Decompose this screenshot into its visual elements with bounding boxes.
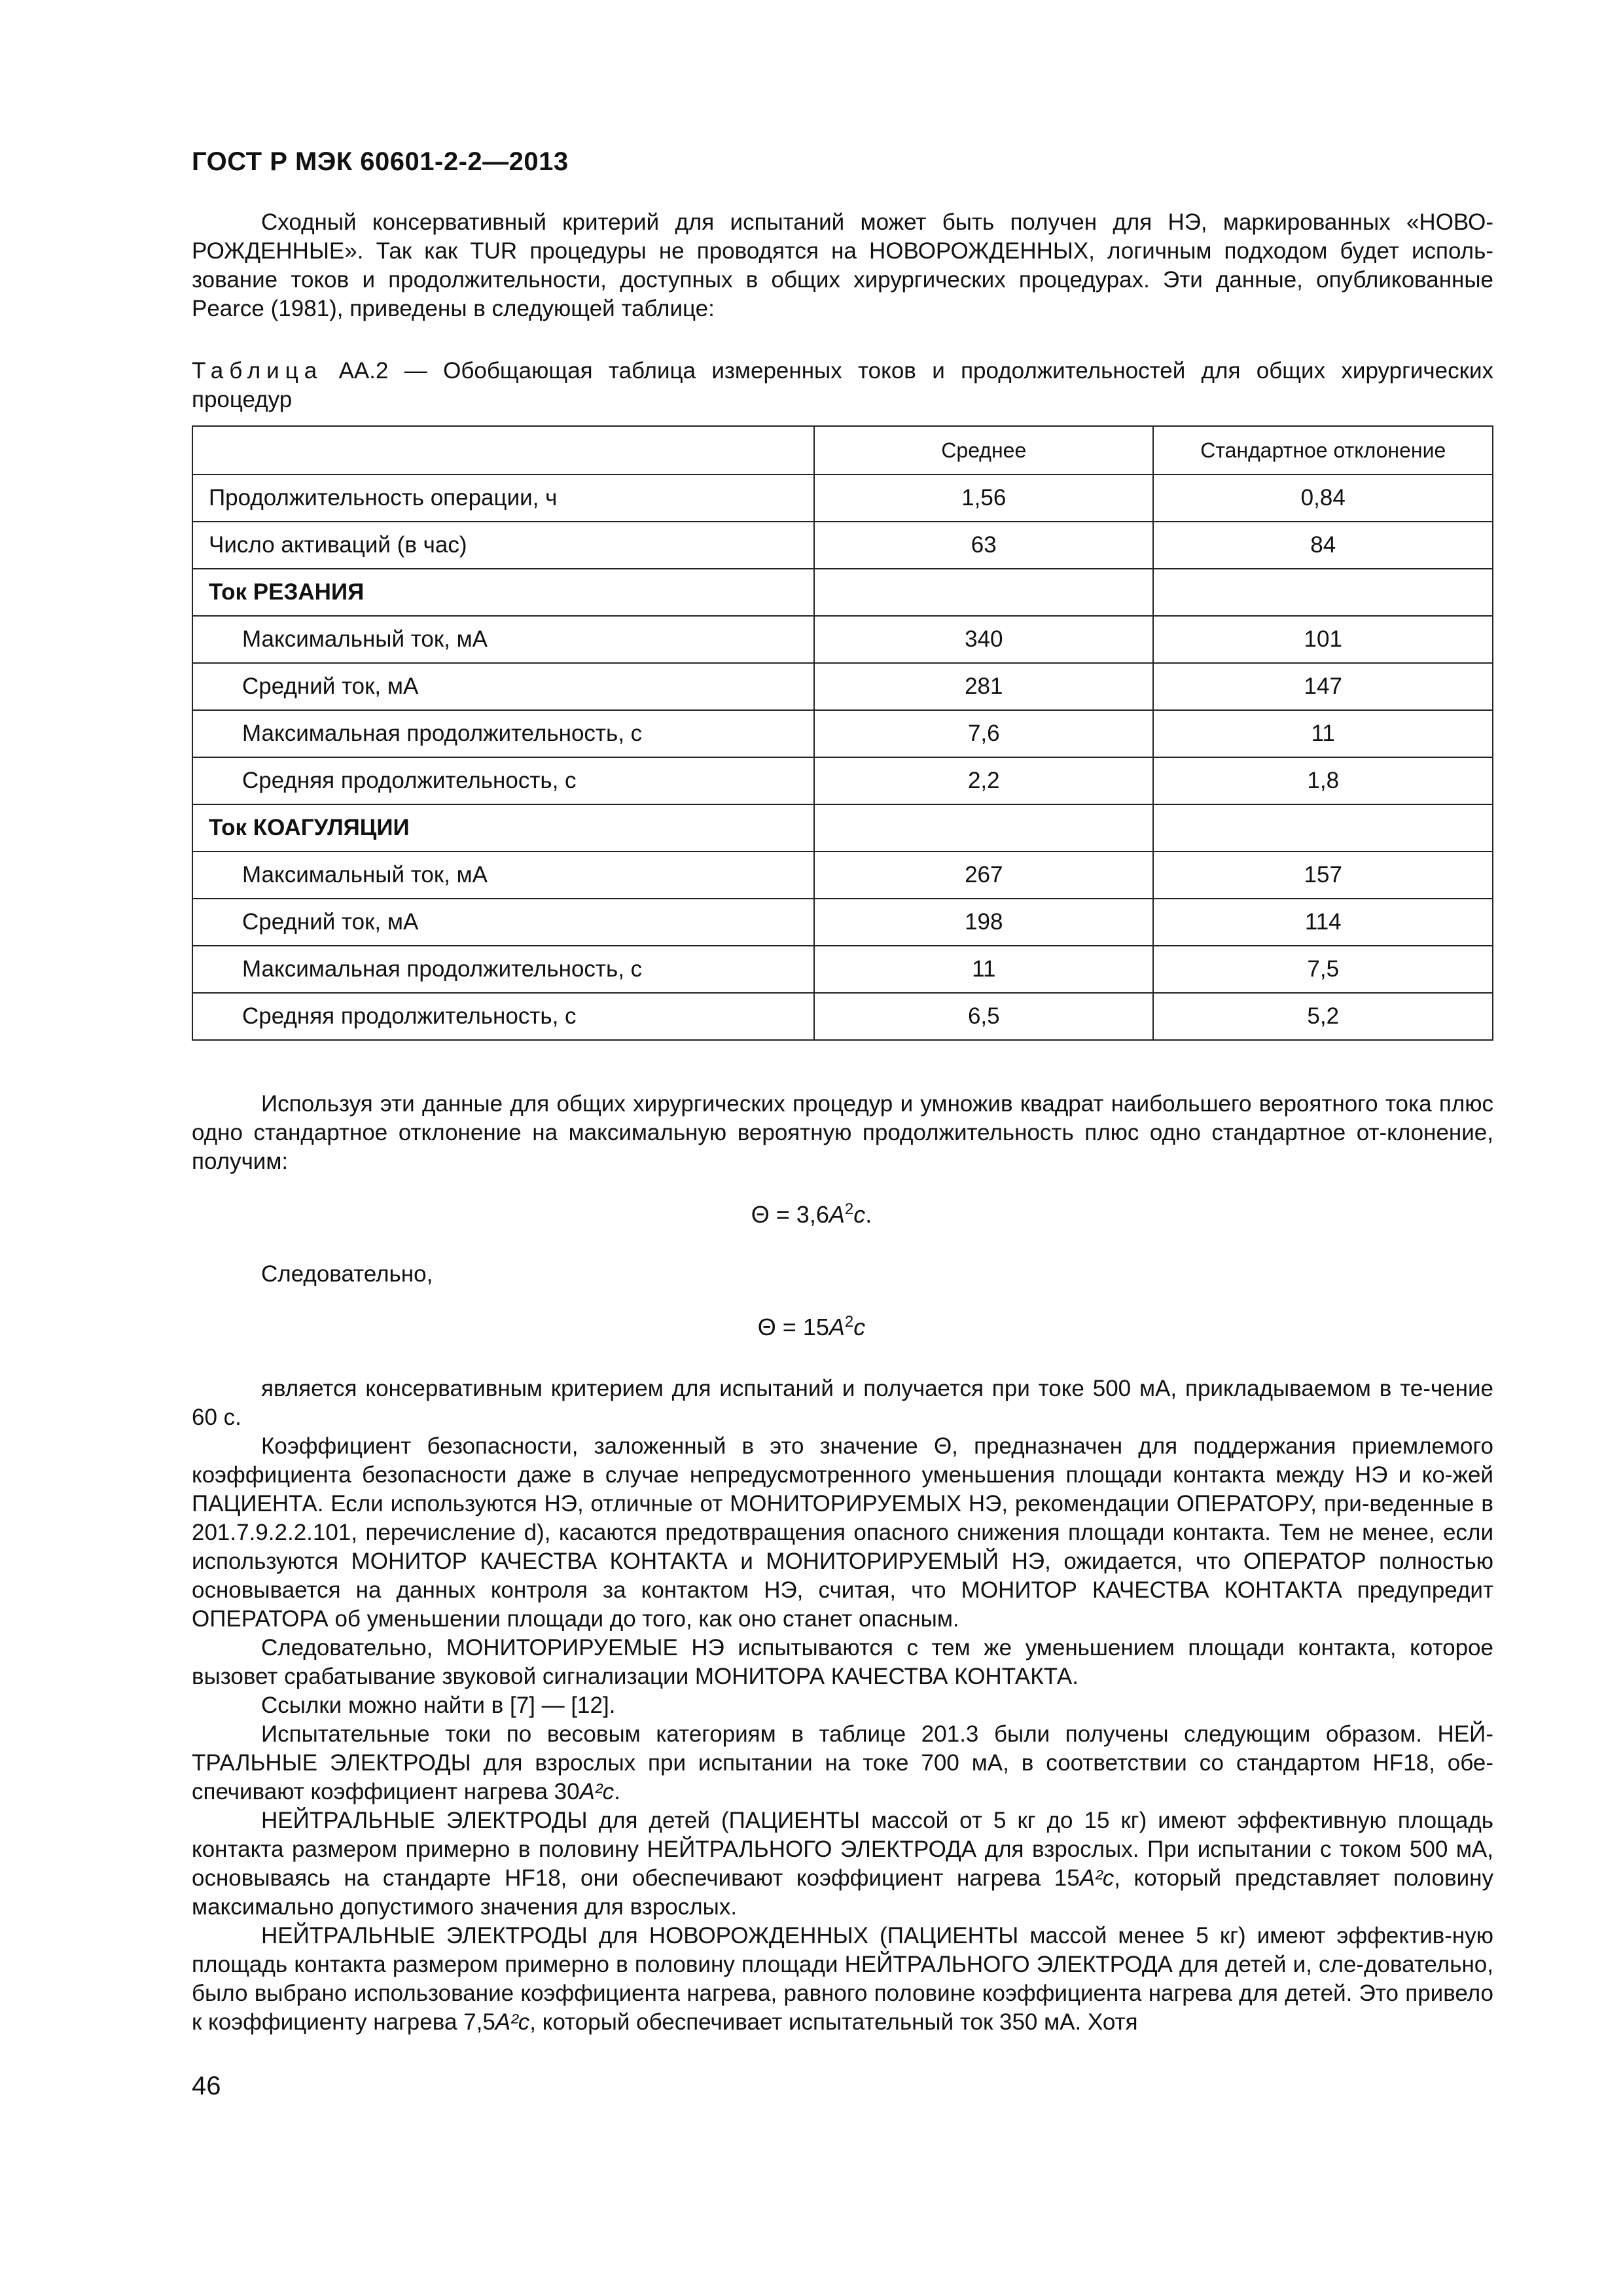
row-mean: 63 (814, 522, 1153, 569)
test-currents-paragraph (192, 1720, 1493, 1806)
table-header-empty (192, 426, 814, 475)
children-electrodes-text: НЕЙТРАЛЬНЫЕ ЭЛЕКТРОДЫ для детей (ПАЦИЕНТЫ массой от 5 кг до 15 кг) имеют эффективную площадь контакта размером примерно в половину НЕЙТРАЛЬНОГО ЭЛЕКТРОДА для взрослых. При испытании с током 500 мА, основываясь на стандарте HF18, они обеспечивают коэффициент нагрева 15 (192, 1808, 1493, 1891)
safety-factor-paragraph: Коэффициент безопасности, заложенный в это значение Θ, предназначен для поддержания приемлемого коэффициента безопасности даже в случае непредусмотренного уменьшения площади контакта между НЭ и ко-жей ПАЦИЕНТА. Если используются НЭ, отличные от МОНИТОРИРУЕМЫХ НЭ, рекомендации ОПЕРАТОРУ, при-веденные в 201.7.9.2.2.101, перечисление d), касаются предотвращения опасного снижения площади контакта. Тем не менее, если используются МОНИТОР КАЧЕСТВА КОНТАКТА и МОНИТОРИРУЕМЫЙ НЭ, ожидается, что ОПЕРАТОР полностью основывается на данных контроля за контактом НЭ, считая, что МОНИТОР КАЧЕСТВА КОНТАКТА предупредит ОПЕРАТОРА об уменьшении площади до того, как оно станет опасным. (192, 1433, 1493, 1632)
children-electrodes-unit: A²c (1079, 1865, 1115, 1891)
row-mean: 6,5 (814, 993, 1153, 1040)
table-header-row (192, 426, 1493, 475)
page-number: 46 (192, 2072, 221, 2100)
intro-block (192, 208, 1493, 323)
row-label: Максимальная продолжительность, с (192, 710, 814, 757)
row-label: Максимальная продолжительность, с (192, 946, 814, 993)
formula-exp: 2 (844, 1313, 854, 1331)
references-paragraph: Ссылки можно найти в [7] — [12]. (261, 1693, 616, 1718)
row-label: Средняя продолжительность, с (192, 993, 814, 1040)
table-group-row (192, 804, 1493, 852)
table-row (192, 993, 1493, 1040)
row-label: Продолжительность операции, ч (192, 475, 814, 522)
table-row (192, 757, 1493, 804)
test-currents-unit: A²c (579, 1779, 615, 1804)
criterion-paragraph: является консервативным критерием для испытаний и получается при токе 500 мА, прикладываемом в те-чение 60 с. (192, 1376, 1493, 1430)
analysis-paragraph: Используя эти данные для общих хирургических процедур и умножив квадрат наибольшего вероятного тока плюс одно стандартное отклонение на максимальную вероятную продолжительность плюс одно стандартное от-клонение, получим: (192, 1091, 1493, 1174)
formula-theta-15 (0, 1314, 1623, 1341)
table-caption-prefix: Таблица (192, 358, 323, 384)
formula-unit: c (853, 1314, 866, 1340)
data-table (192, 425, 1493, 1041)
table-row (192, 475, 1493, 522)
row-sd: 157 (1153, 852, 1493, 899)
document-header: ГОСТ Р МЭК 60601-2-2—2013 (192, 147, 569, 176)
formula-theta-3-6 (0, 1201, 1623, 1229)
row-mean (814, 804, 1153, 852)
children-electrodes-end: , который представляет половину максимально допустимого значения для взрослых. (192, 1865, 1493, 1920)
row-sd: 114 (1153, 899, 1493, 946)
row-sd: 84 (1153, 522, 1493, 569)
analysis-block (192, 1090, 1493, 1176)
formula-lhs: Θ = 3,6 (751, 1201, 829, 1228)
row-sd: 0,84 (1153, 475, 1493, 522)
monitored-paragraph: Следовательно, МОНИТОРИРУЕМЫЕ НЭ испытываются с тем же уменьшением площади контакта, которое вызовет срабатывание звуковой сигнализации МОНИТОРА КАЧЕСТВА КОНТАКТА. (192, 1635, 1493, 1689)
table-caption-text: АА.2 — Обобщающая таблица измеренных токов и продолжительностей для общих хирургических процедур (192, 358, 1493, 412)
row-mean: 2,2 (814, 757, 1153, 804)
consequently-paragraph: Следовательно, (261, 1261, 433, 1287)
row-sd: 101 (1153, 616, 1493, 663)
table-row (192, 663, 1493, 710)
group-label: Ток РЕЗАНИЯ (192, 569, 814, 616)
table-group-row (192, 569, 1493, 616)
neonatal-electrodes-unit: A²c (495, 2009, 530, 2035)
row-mean: 1,56 (814, 475, 1153, 522)
group-label: Ток КОАГУЛЯЦИИ (192, 804, 814, 852)
table-row (192, 899, 1493, 946)
row-mean: 11 (814, 946, 1153, 993)
neonatal-electrodes-text: НЕЙТРАЛЬНЫЕ ЭЛЕКТРОДЫ для НОВОРОЖДЕННЫХ (ПАЦИЕНТЫ массой менее 5 кг) имеют эффектив-ную площадь контакта размером примерно в половину площади НЕЙТРАЛЬНОГО ЭЛЕКТРОДА для детей и, сле-довательно, было выбрано использование коэффициента нагрева, равного половине коэффициента нагрева для детей. Это привело к коэффициенту нагрева 7,5 (192, 1923, 1493, 2035)
row-mean: 340 (814, 616, 1153, 663)
row-mean: 281 (814, 663, 1153, 710)
row-sd: 147 (1153, 663, 1493, 710)
row-mean (814, 569, 1153, 616)
consequently-block (192, 1260, 1493, 1289)
table-row (192, 852, 1493, 899)
test-currents-end: . (614, 1779, 620, 1804)
test-currents-text: Испытательные токи по весовым категориям в таблице 201.3 были получены следующим образом. НЕЙ-ТРАЛЬНЫЕ ЭЛЕКТРОДЫ для взрослых при испытании на токе 700 мА, в соответствии со стандартом HF18, обе-спечивают коэффициент нагрева 30 (192, 1721, 1493, 1804)
row-mean: 267 (814, 852, 1153, 899)
formula-tail: . (865, 1201, 872, 1228)
formula-exp: 2 (844, 1200, 854, 1218)
table-row (192, 616, 1493, 663)
row-sd (1153, 804, 1493, 852)
row-sd: 1,8 (1153, 757, 1493, 804)
neonatal-electrodes-end: , который обеспечивает испытательный ток 350 мА. Хотя (529, 2009, 1138, 2035)
row-mean: 7,6 (814, 710, 1153, 757)
row-label: Средняя продолжительность, с (192, 757, 814, 804)
table-header-sd: Стандартное отклонение (1153, 426, 1493, 475)
table-row (192, 710, 1493, 757)
row-label: Средний ток, мА (192, 899, 814, 946)
table-row (192, 522, 1493, 569)
row-sd: 5,2 (1153, 993, 1493, 1040)
formula-var: A (829, 1314, 845, 1340)
children-electrodes-paragraph (192, 1806, 1493, 1922)
row-sd: 11 (1153, 710, 1493, 757)
row-sd (1153, 569, 1493, 616)
table-row (192, 946, 1493, 993)
table-header-mean: Среднее (814, 426, 1153, 475)
row-label: Число активаций (в час) (192, 522, 814, 569)
table-caption (192, 357, 1493, 414)
row-sd: 7,5 (1153, 946, 1493, 993)
row-label: Максимальный ток, мА (192, 616, 814, 663)
formula-var: A (829, 1201, 845, 1228)
row-label: Максимальный ток, мА (192, 852, 814, 899)
formula-unit: c (853, 1201, 866, 1228)
row-mean: 198 (814, 899, 1153, 946)
intro-paragraph: Сходный консервативный критерий для испытаний может быть получен для НЭ, маркированных «НОВО-РОЖДЕННЫЕ». Так как TUR процедуры не проводятся на НОВОРОЖДЕННЫХ, логичным подходом будет исполь-зование токов и продолжительности, доступных в общих хирургических процедурах. Эти данные, опубликованные Pearce (1981), приведены в следующей таблице: (192, 209, 1493, 321)
neonatal-electrodes-paragraph (192, 1922, 1493, 2037)
body-text-block (192, 1374, 1493, 2037)
row-label: Средний ток, мА (192, 663, 814, 710)
formula-lhs: Θ = 15 (757, 1314, 829, 1340)
